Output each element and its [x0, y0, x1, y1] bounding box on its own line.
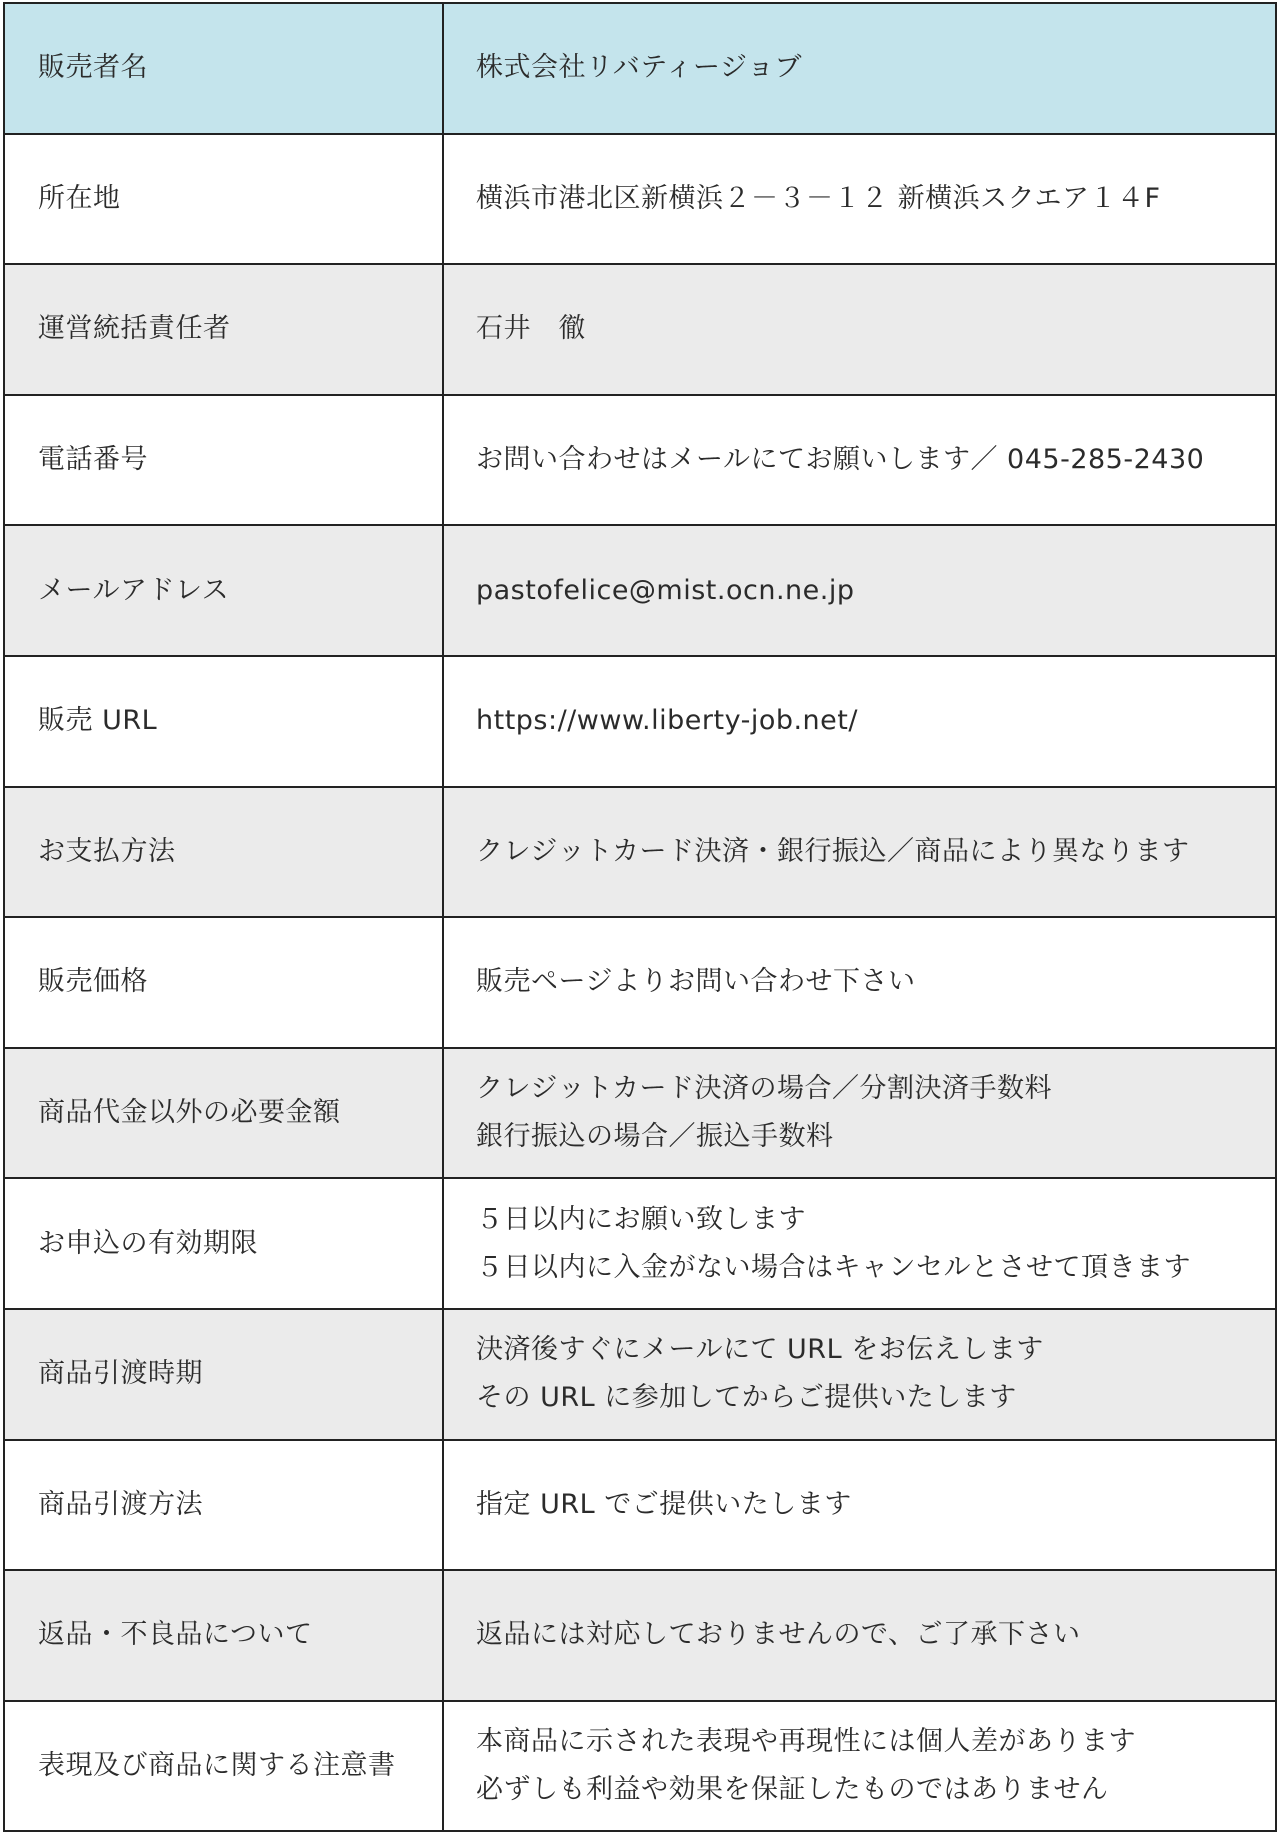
row-value — [444, 1049, 1277, 1178]
row-label — [5, 135, 444, 264]
table-row-delivery-method — [5, 1441, 1277, 1572]
value-line: 必ずしも利益や効果を保証したものではありません — [476, 1774, 1109, 1806]
label-text: 電話番号 — [38, 444, 148, 476]
table-row-sales-url — [5, 657, 1277, 788]
label-text: 商品引渡時期 — [38, 1358, 203, 1390]
value-line: 株式会社リバティージョブ — [476, 52, 802, 84]
row-label — [5, 918, 444, 1047]
row-label — [5, 526, 444, 655]
value-line: 銀行振込の場合／振込手数料 — [476, 1121, 834, 1153]
value-line: 指定 URL でご提供いたします — [476, 1488, 852, 1520]
row-value — [444, 657, 1277, 786]
label-text: 販売者名 — [38, 52, 148, 84]
value-line: クレジットカード決済の場合／分割決済手数料 — [476, 1073, 1053, 1105]
row-value — [444, 135, 1277, 264]
row-label — [5, 1049, 444, 1178]
row-value — [444, 1179, 1277, 1308]
label-text: 返品・不良品について — [38, 1619, 313, 1651]
table-row-email — [5, 526, 1277, 657]
table-row-additional-fees — [5, 1049, 1277, 1180]
row-value — [444, 265, 1277, 394]
row-value — [444, 1571, 1277, 1700]
label-text: 商品引渡方法 — [38, 1488, 203, 1520]
label-text: 表現及び商品に関する注意書 — [38, 1750, 396, 1782]
row-label — [5, 265, 444, 394]
row-value — [444, 788, 1277, 917]
value-line: https://www.liberty-job.net/ — [476, 705, 858, 737]
row-label — [5, 1441, 444, 1570]
value-line: その URL に参加してからご提供いたします — [476, 1382, 1017, 1414]
value-line: 決済後すぐにメールにて URL をお伝えします — [476, 1334, 1044, 1366]
value-line: 石井 徹 — [476, 313, 586, 345]
row-label — [5, 1571, 444, 1700]
value-line: 返品には対応しておりませんので、ご了承下さい — [476, 1619, 1081, 1651]
table-row-delivery-time — [5, 1310, 1277, 1441]
row-value — [444, 1310, 1277, 1439]
table-row-manager — [5, 265, 1277, 396]
value-line: pastofelice@mist.ocn.ne.jp — [476, 574, 855, 606]
value-line: 販売ページよりお問い合わせ下さい — [476, 966, 916, 998]
row-label — [5, 788, 444, 917]
table-row-address — [5, 135, 1277, 266]
label-text: 販売 URL — [38, 705, 158, 737]
value-line: 横浜市港北区新横浜２－３－１２ 新横浜スクエア１４F — [476, 182, 1161, 214]
table-row-seller-name — [5, 4, 1277, 135]
table-row-price — [5, 918, 1277, 1049]
value-line: ５日以内にお願い致します — [476, 1203, 806, 1235]
table-row-phone — [5, 396, 1277, 527]
label-text: 所在地 — [38, 182, 121, 214]
table-row-returns — [5, 1571, 1277, 1702]
row-label — [5, 4, 444, 133]
label-text: 運営統括責任者 — [38, 313, 231, 345]
label-text: 商品代金以外の必要金額 — [38, 1097, 341, 1129]
label-text: 販売価格 — [38, 966, 148, 998]
row-label — [5, 1179, 444, 1308]
value-line: 本商品に示された表現や再現性には個人差があります — [476, 1726, 1136, 1758]
table-row-application-deadline — [5, 1179, 1277, 1310]
value-line: クレジットカード決済・銀行振込／商品により異なります — [476, 835, 1190, 867]
row-label — [5, 396, 444, 525]
value-line: お問い合わせはメールにてお願いします／ 045-285-2430 — [476, 444, 1205, 476]
row-label — [5, 1702, 444, 1831]
row-value — [444, 4, 1277, 133]
row-value — [444, 1702, 1277, 1831]
row-value — [444, 526, 1277, 655]
row-label — [5, 1310, 444, 1439]
row-label — [5, 657, 444, 786]
seller-info-table — [3, 2, 1277, 1832]
row-value — [444, 396, 1277, 525]
label-text: メールアドレス — [38, 574, 230, 606]
label-text: お申込の有効期限 — [38, 1227, 258, 1259]
row-value — [444, 918, 1277, 1047]
table-row-payment-method — [5, 788, 1277, 919]
value-line: ５日以内に入金がない場合はキャンセルとさせて頂きます — [476, 1251, 1191, 1283]
row-value — [444, 1441, 1277, 1570]
label-text: お支払方法 — [38, 835, 176, 867]
table-row-disclaimer — [5, 1702, 1277, 1833]
